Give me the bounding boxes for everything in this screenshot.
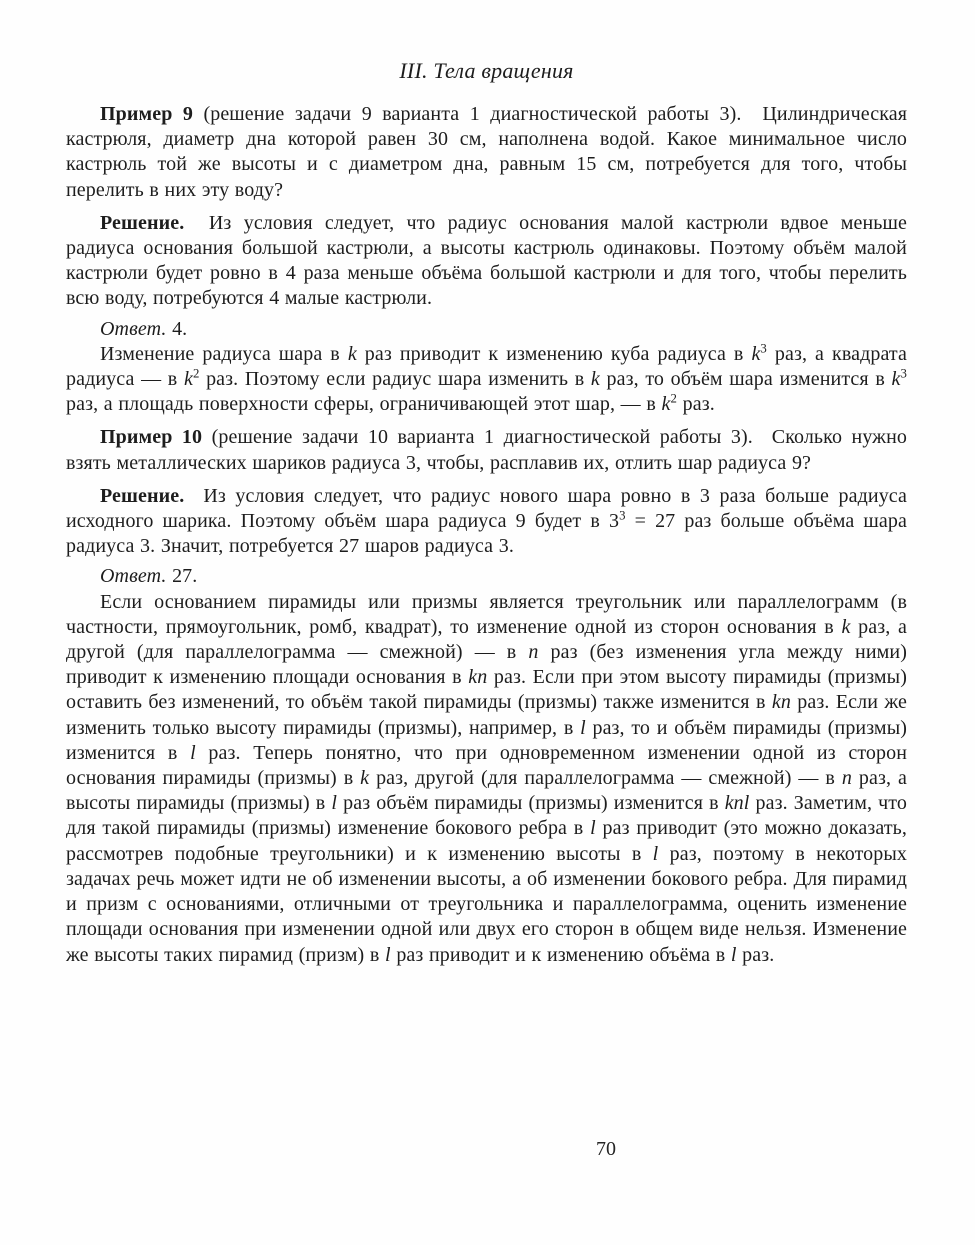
text-run: раз объём пирамиды (призмы) изменится в (337, 792, 725, 815)
emphasis-text: k (360, 767, 370, 790)
emphasis-text: kn (771, 691, 791, 714)
emphasis-text: l (580, 716, 586, 739)
superscript: 3 (619, 508, 626, 523)
superscript: 3 (760, 341, 767, 356)
text-run: раз, другой (для параллелограмма — смежной) — в (369, 767, 842, 790)
emphasis-text: k (347, 342, 357, 365)
text-run: раз. Заметим, что для такой пирамиды (призмы) изменение бокового ребра в (66, 792, 907, 840)
text-run: раз приводит к изменению куба радиуса в (356, 342, 752, 365)
text-run: 27. (166, 565, 198, 588)
chapter-header: III. Тела вращения (399, 58, 574, 83)
text-run: раз, то объём шара изменится в (599, 368, 892, 391)
text-run: раз. Если же изменить только высоту пирамиды (призмы), например, в (66, 691, 907, 739)
text-run: (решение задачи 9 варианта 1 диагностической работы 3). Цилиндрическая кастрюля, диаметр дна которой равен 30 см, наполнена водой. Какое минимальное число кастрюль той же высоты и с диаметром дна, равным 15 см, потребуется для того, чтобы перелить в них эту воду? (66, 103, 907, 201)
text-run: раз. Если при этом высоту пирамиды (призмы) оставить без изменений, то объём такой пирамиды (призмы) также изменится в (66, 666, 907, 714)
emphasis-text: k (751, 342, 761, 365)
emphasis-text: l (331, 792, 338, 815)
emphasis-text: Ответ. (100, 565, 167, 588)
answer-10-paragraph (66, 564, 907, 589)
text-run: (решение задачи 10 варианта 1 диагностической работы 3). Сколько нужно взять металлических шариков радиуса 3, чтобы, расплавив их, отлить шар радиуса 9? (66, 426, 908, 474)
superscript: 2 (192, 366, 200, 381)
text-run: Изменение радиуса шара в (100, 342, 348, 365)
solution-10-paragraph (66, 484, 907, 560)
example-10-paragraph (66, 425, 907, 475)
emphasis-text: k (841, 615, 851, 638)
page-number: 70 (596, 1138, 616, 1160)
text-run: раз, а площадь поверхности сферы, ограничивающей этот шар, — в (66, 393, 662, 416)
text-run: раз, а другой (для параллелограмма — смежной) — в (66, 615, 907, 664)
emphasis-text: k (661, 393, 671, 416)
emphasis-text: knl (724, 792, 750, 815)
text-run: раз приводит и к изменению объёма в (390, 943, 731, 966)
answer-9-paragraph (66, 317, 907, 342)
text-run: раз. (736, 943, 775, 966)
emphasis-text: l (652, 842, 659, 865)
note-sphere-paragraph (66, 342, 907, 418)
text-run: раз. Поэтому если радиус шара изменить в (199, 368, 591, 391)
text-run: раз, а высоты пирамиды (призмы) в (66, 767, 907, 815)
text-run: = 27 раз больше объёма шара радиуса 3. Значит, потребуется 27 шаров радиуса 3. (66, 510, 907, 558)
text-run: раз, а квадрата радиуса — в (66, 342, 907, 391)
text-run: раз. Теперь понятно, что при одновременном изменении одной из сторон основания пирамиды (призмы) в (66, 741, 908, 790)
emphasis-text: k (891, 368, 901, 391)
emphasis-text: k (590, 368, 600, 391)
text-run: раз. (677, 393, 715, 416)
lead-text: Пример 10 (100, 426, 203, 449)
emphasis-text: l (190, 741, 196, 764)
text-run: Если основанием пирамиды или призмы является треугольник или параллелограмм (в частности, прямоугольник, ромб, квадрат), то изменение одной из сторон основания в (66, 590, 907, 638)
example-9-paragraph (66, 102, 907, 203)
lead-text: Решение. (100, 484, 185, 507)
emphasis-text: Ответ. (100, 317, 167, 340)
text-run: раз, поэтому в некоторых задачах речь может идти не об изменении высоты, а об изменении бокового ребра. Для пирамид и призм с основаниями, отличными от треугольника и параллелограмма, оценить изменение площади основания при изменении одной или двух его сторон в общем виде нельзя. Изменение же высоты таких пирамид (призм) в (66, 842, 907, 966)
emphasis-text: l (730, 943, 737, 966)
emphasis-text: n (528, 641, 539, 664)
text-run: 4. (166, 317, 188, 340)
text-run: Из условия следует, что радиус основания малой кастрюли вдвое меньше радиуса основания большой кастрюли, а высоты кастрюль одинаковы. Поэтому объём малой кастрюли будет ровно в 4 раза меньше объёма большой кастрюли и для того, чтобы перелить всю воду, потребуются 4 малые кастрюли. (66, 211, 907, 310)
emphasis-text: l (385, 943, 391, 966)
superscript: 3 (900, 366, 907, 381)
emphasis-text: l (590, 817, 596, 840)
superscript: 2 (670, 391, 678, 406)
text-run: раз, то и объём пирамиды (призмы) изменится в (66, 716, 907, 764)
lead-text: Пример 9 (100, 103, 193, 125)
emphasis-text: k (183, 368, 193, 391)
solution-9-paragraph (66, 211, 907, 312)
text-run: раз (без изменения угла между ними) приводит к изменению площади основания в (66, 641, 907, 689)
text-run: раз приводит (это можно доказать, рассмотрев подобные треугольники) и к изменению высоты в (66, 817, 907, 865)
note-pyramids-paragraph (66, 590, 907, 968)
emphasis-text: kn (468, 666, 488, 689)
page-body (66, 102, 907, 968)
text-run: Из условия следует, что радиус нового шара ровно в 3 раза больше радиуса исходного шарика. Поэтому объём шара радиуса 9 будет в 3 (66, 484, 907, 533)
emphasis-text: n (841, 767, 852, 790)
lead-text: Решение. (100, 211, 185, 234)
